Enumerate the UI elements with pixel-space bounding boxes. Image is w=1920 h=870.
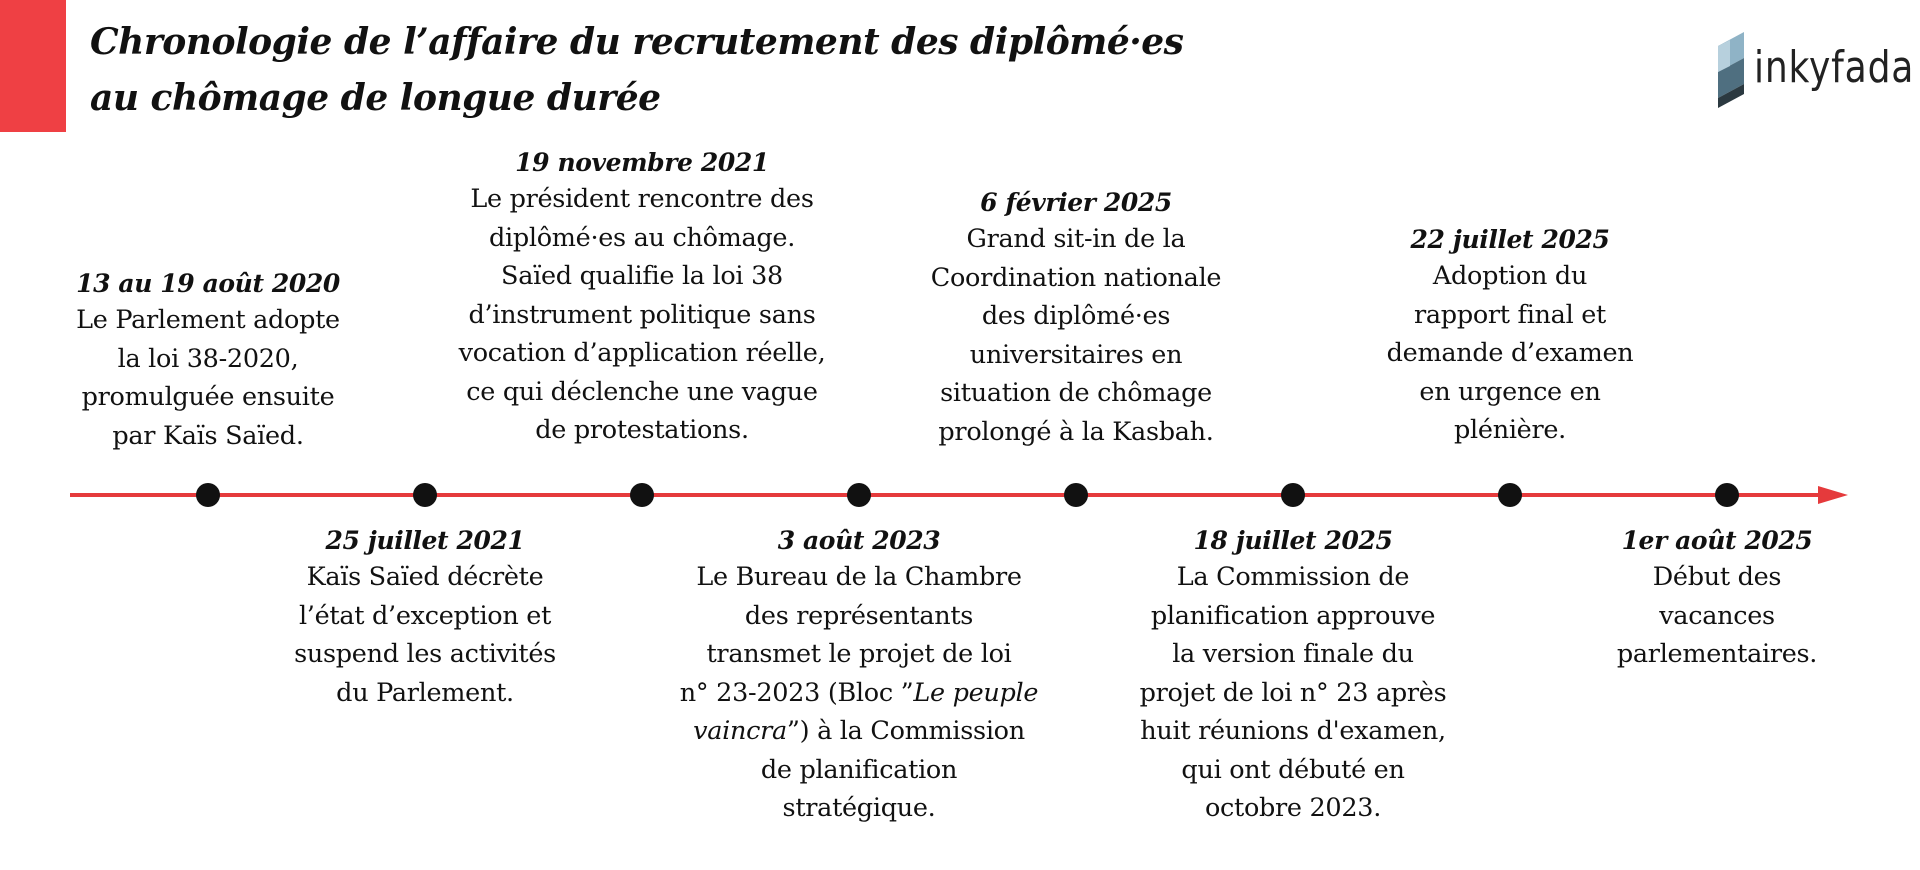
event-date: 1er août 2025 — [1621, 526, 1813, 555]
event-description — [866, 220, 1286, 451]
event-description — [215, 558, 635, 712]
event-line — [649, 712, 1069, 751]
event-line: l’état d’exception et — [298, 600, 552, 631]
event-line: huit réunions d'examen, — [1140, 716, 1446, 746]
timeline-event-7 — [1300, 223, 1720, 450]
event-line: vocation d’application réelle, — [458, 338, 826, 368]
timeline-dot-6 — [1281, 483, 1305, 507]
event-date: 25 juillet 2021 — [325, 526, 525, 555]
event-line: de planification — [760, 754, 958, 785]
event-description — [1507, 558, 1920, 674]
event-line-part: ”) à la Commission — [786, 716, 1025, 746]
event-line: stratégique. — [782, 793, 936, 823]
event-line: Adoption du — [1432, 261, 1588, 291]
event-line: la loi 38-2020, — [117, 343, 299, 374]
title-line-2: au chômage de longue durée — [90, 77, 661, 119]
event-line: rapport final et — [1414, 299, 1606, 330]
event-date: 3 août 2023 — [777, 526, 941, 555]
event-line: Grand sit-in de la — [966, 224, 1186, 254]
inkyfada-logo-text: inkyfada — [1754, 42, 1915, 93]
event-line: du Parlement. — [336, 677, 514, 708]
event-line: qui ont débuté en — [1181, 754, 1405, 785]
timeline-dot-8 — [1715, 483, 1739, 507]
timeline-dot-2 — [413, 483, 437, 507]
event-line: des diplômé·es — [981, 301, 1171, 331]
inkyfada-logo[interactable] — [1718, 30, 1915, 110]
event-line-part: n° 23-2023 (Bloc ” — [679, 677, 914, 708]
page-title — [90, 14, 1183, 126]
event-line: des représentants — [744, 600, 974, 631]
event-line: de protestations. — [535, 415, 749, 445]
timeline-dot-4 — [847, 483, 871, 507]
event-description — [432, 180, 852, 450]
event-line: Coordination nationale — [930, 262, 1222, 293]
event-line: prolongé à la Kasbah. — [938, 416, 1214, 447]
event-line: Kaïs Saïed décrète — [306, 562, 544, 592]
event-line: planification approuve — [1150, 600, 1436, 631]
event-line: Le Bureau de la Chambre — [696, 562, 1022, 592]
timeline-arrow-head — [1818, 486, 1848, 504]
event-date: 18 juillet 2025 — [1193, 526, 1393, 555]
event-line: en urgence en — [1419, 376, 1601, 407]
timeline-event-5 — [866, 186, 1286, 451]
event-line: d’instrument politique sans — [468, 299, 816, 330]
timeline-event-8 — [1507, 524, 1920, 674]
event-line: diplômé·es au chômage. — [488, 222, 796, 253]
header-accent-bar — [0, 0, 66, 132]
event-line: universitaires en — [969, 339, 1183, 370]
event-line: vacances — [1659, 600, 1775, 631]
event-line: Début des — [1652, 562, 1782, 592]
event-line — [649, 674, 1069, 713]
event-line: projet de loi n° 23 après — [1139, 677, 1447, 708]
event-line: Le président rencontre des — [470, 184, 814, 214]
timeline-event-1 — [0, 267, 418, 455]
event-date: 19 novembre 2021 — [515, 148, 769, 177]
event-date: 13 au 19 août 2020 — [76, 269, 340, 298]
title-line-1: Chronologie de l’affaire du recrutement des diplômé·es — [90, 21, 1184, 63]
timeline-event-6 — [1083, 524, 1503, 828]
event-date: 6 février 2025 — [980, 188, 1172, 217]
event-date: 22 juillet 2025 — [1410, 225, 1610, 254]
event-line: la version finale du — [1172, 639, 1414, 669]
event-line: Le Parlement adopte — [76, 305, 340, 335]
event-line: La Commission de — [1176, 562, 1410, 592]
event-line: demande d’examen — [1386, 338, 1634, 368]
event-line: par Kaïs Saïed. — [112, 420, 304, 451]
event-description — [1300, 257, 1720, 450]
timeline-event-4 — [649, 524, 1069, 828]
event-line: parlementaires. — [1616, 639, 1818, 669]
timeline-dot-1 — [196, 483, 220, 507]
event-line: situation de chômage — [940, 378, 1212, 408]
timeline-axis — [0, 470, 1920, 520]
event-line: Saïed qualifie la loi 38 — [501, 261, 783, 291]
event-line: octobre 2023. — [1204, 793, 1382, 823]
event-line: promulguée ensuite — [81, 382, 335, 412]
inkyfada-logo-mark-icon — [1718, 32, 1748, 108]
event-line: ce qui déclenche une vague — [466, 376, 818, 407]
timeline-event-3 — [432, 146, 852, 450]
event-line-italic: vaincra — [693, 716, 787, 746]
timeline-event-2 — [215, 524, 635, 712]
event-line: plénière. — [1454, 415, 1566, 445]
event-line: transmet le projet de loi — [706, 639, 1012, 669]
event-description — [649, 558, 1069, 828]
timeline-dot-5 — [1064, 483, 1088, 507]
event-description — [0, 301, 418, 455]
event-line-italic: Le peuple — [913, 677, 1039, 708]
timeline-dot-7 — [1498, 483, 1522, 507]
event-description — [1083, 558, 1503, 828]
event-line: suspend les activités — [294, 639, 556, 669]
timeline-dot-3 — [630, 483, 654, 507]
